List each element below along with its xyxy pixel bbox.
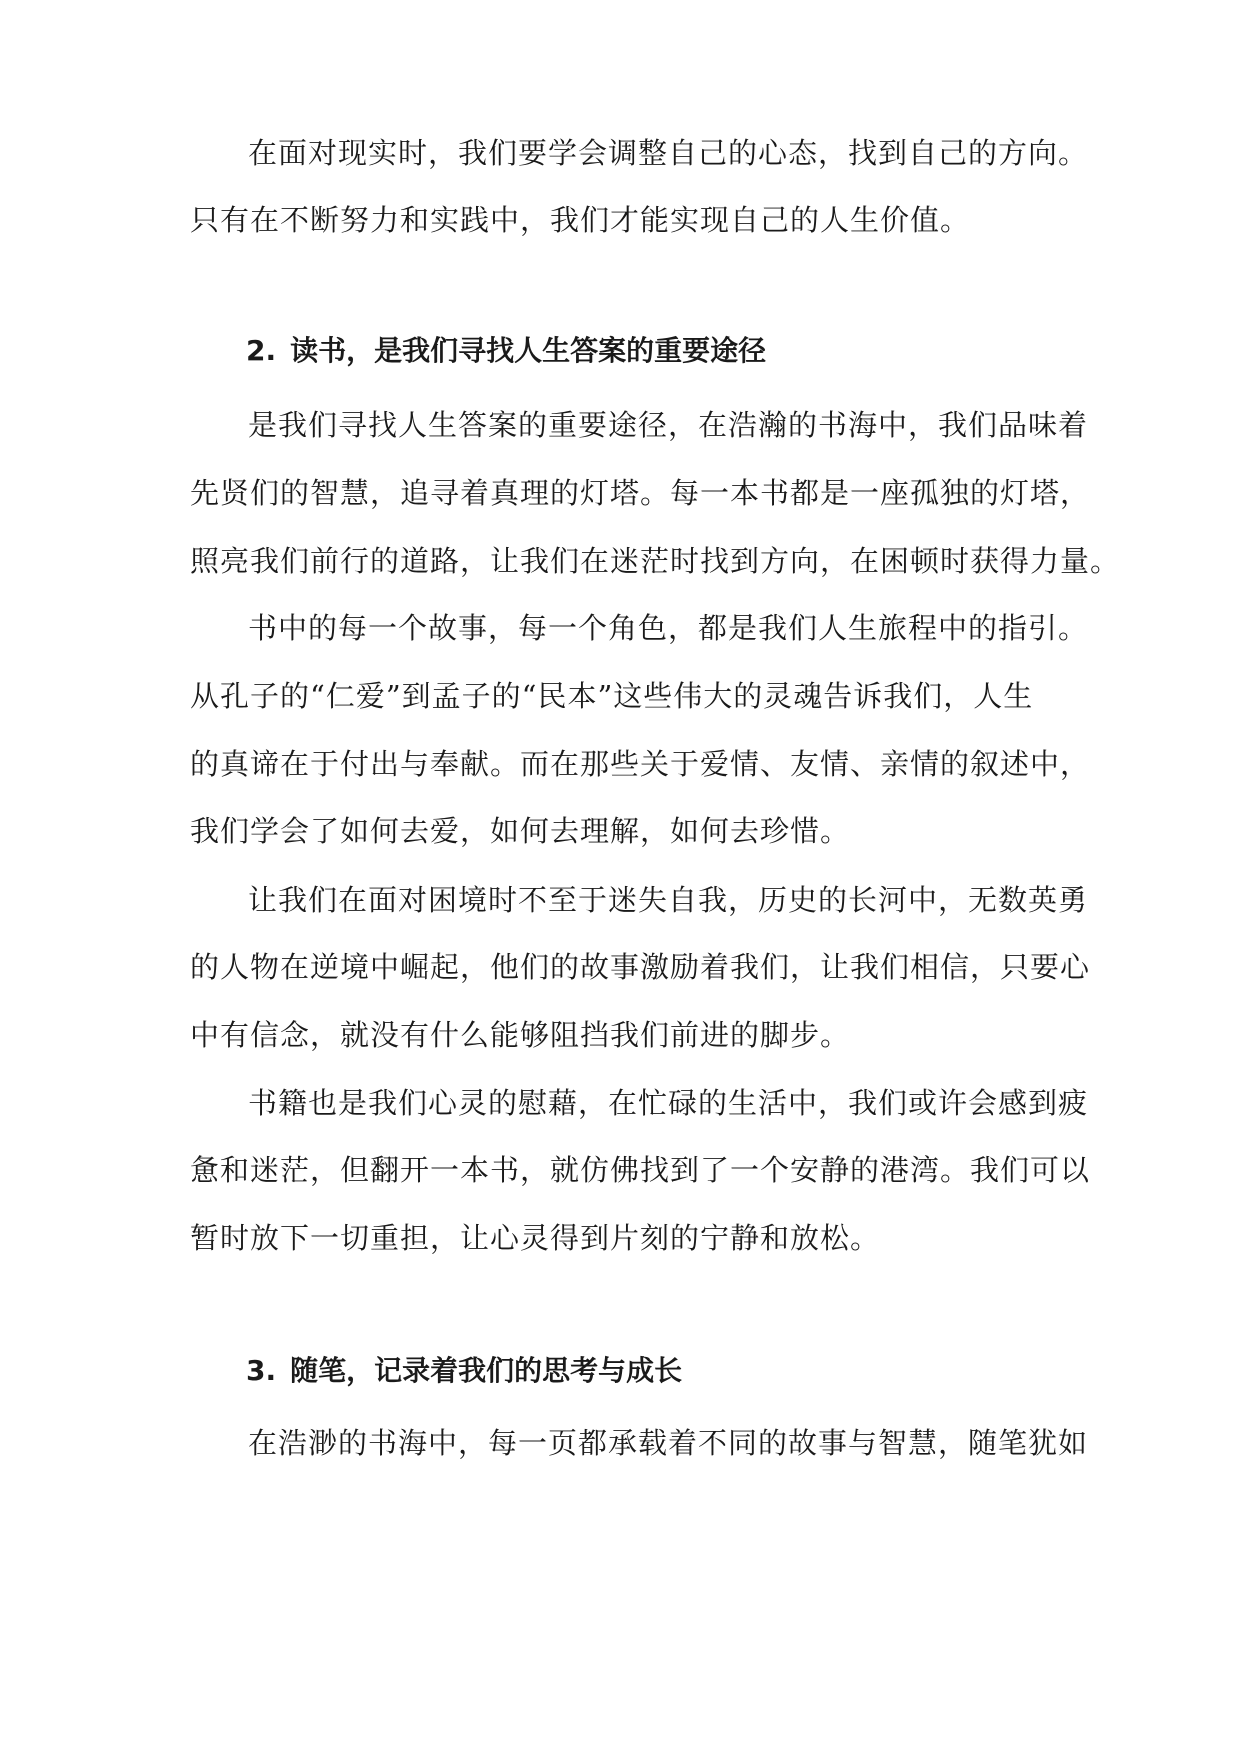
paragraph-line: 是我们寻找人生答案的重要途径，在浩瀚的书海中，我们品味着 bbox=[248, 408, 1089, 442]
paragraph-line: 我们学会了如何去爱，如何去理解，如何去珍惜。 bbox=[190, 814, 851, 848]
paragraph-line: 书籍也是我们心灵的慰藉，在忙碌的生活中，我们或许会感到疲 bbox=[248, 1086, 1089, 1120]
section-number: 2. bbox=[246, 334, 277, 367]
paragraph-line: 照亮我们前行的道路，让我们在迷茫时找到方向，在困顿时获得力量。 bbox=[190, 544, 1121, 578]
section-title: 随笔，记录着我们的思考与成长 bbox=[290, 1354, 683, 1387]
paragraph-line: 让我们在面对困境时不至于迷失自我，历史的长河中，无数英勇 bbox=[248, 883, 1089, 917]
section-heading-2 bbox=[246, 331, 766, 371]
paragraph-line: 在浩渺的书海中，每一页都承载着不同的故事与智慧，随笔犹如 bbox=[248, 1426, 1089, 1460]
paragraph-line: 从孔子的“仁爱”到孟子的“民本”这些伟大的灵魂告诉我们，人生 bbox=[190, 679, 1034, 713]
paragraph-line: 的人物在逆境中崛起，他们的故事激励着我们，让我们相信，只要心 bbox=[190, 950, 1091, 984]
paragraph-line: 先贤们的智慧，追寻着真理的灯塔。每一本书都是一座孤独的灯塔， bbox=[190, 476, 1091, 510]
section-title: 读书，是我们寻找人生答案的重要途径 bbox=[290, 334, 767, 367]
paragraph-line: 在面对现实时，我们要学会调整自己的心态，找到自己的方向。 bbox=[248, 136, 1089, 170]
paragraph-line: 暂时放下一切重担，让心灵得到片刻的宁静和放松。 bbox=[190, 1221, 881, 1255]
paragraph-line: 书中的每一个故事，每一个角色，都是我们人生旅程中的指引。 bbox=[248, 611, 1089, 645]
paragraph-line: 的真谛在于付出与奉献。而在那些关于爱情、友情、亲情的叙述中， bbox=[190, 747, 1091, 781]
paragraph-line: 只有在不断努力和实践中，我们才能实现自己的人生价值。 bbox=[190, 203, 971, 237]
paragraph-line: 惫和迷茫，但翻开一本书，就仿佛找到了一个安静的港湾。我们可以 bbox=[190, 1153, 1091, 1187]
paragraph-line: 中有信念，就没有什么能够阻挡我们前进的脚步。 bbox=[190, 1018, 851, 1052]
section-number: 3. bbox=[246, 1354, 277, 1387]
section-heading-3 bbox=[246, 1351, 682, 1391]
